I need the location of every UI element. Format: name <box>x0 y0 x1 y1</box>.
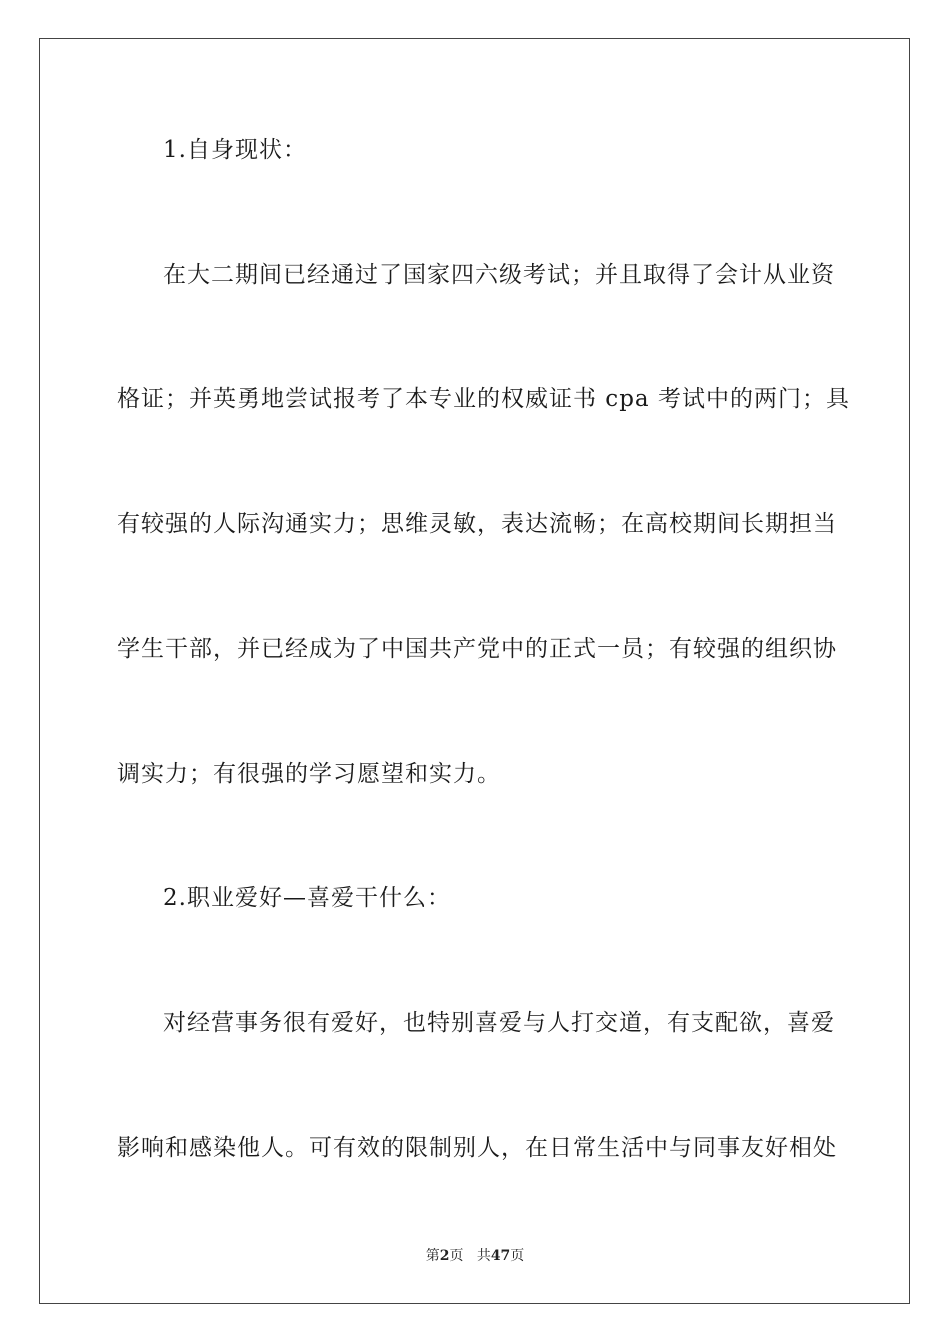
paragraph-line: 有较强的人际沟通实力；思维灵敏，表达流畅；在高校期间长期担当 <box>117 511 837 537</box>
page-footer <box>0 1247 950 1265</box>
total-suffix: 页 <box>510 1248 525 1264</box>
total-pages: 47 <box>490 1248 511 1264</box>
total-prefix: 共 <box>476 1248 491 1264</box>
paragraph-line: 格证；并英勇地尝试报考了本专业的权威证书 cpa 考试中的两门；具 <box>117 386 850 412</box>
section-heading-1: 1.自身现状： <box>163 137 307 163</box>
paragraph-line: 调实力；有很强的学习愿望和实力。 <box>117 761 501 787</box>
paragraph-line: 学生干部，并已经成为了中国共产党中的正式一员；有较强的组织协 <box>117 636 837 662</box>
page-suffix: 页 <box>449 1248 464 1264</box>
paragraph-line: 影响和感染他人。可有效的限制别人，在日常生活中与同事友好相处 <box>117 1135 837 1161</box>
page-prefix: 第 <box>425 1248 440 1264</box>
page-number: 2 <box>439 1248 450 1264</box>
page-border <box>39 38 910 1304</box>
section-heading-2: 2.职业爱好—喜爱干什么： <box>163 885 451 911</box>
paragraph-line: 在大二期间已经通过了国家四六级考试；并且取得了会计从业资 <box>163 262 835 288</box>
paragraph-line: 对经营事务很有爱好，也特别喜爱与人打交道，有支配欲，喜爱 <box>163 1010 835 1036</box>
